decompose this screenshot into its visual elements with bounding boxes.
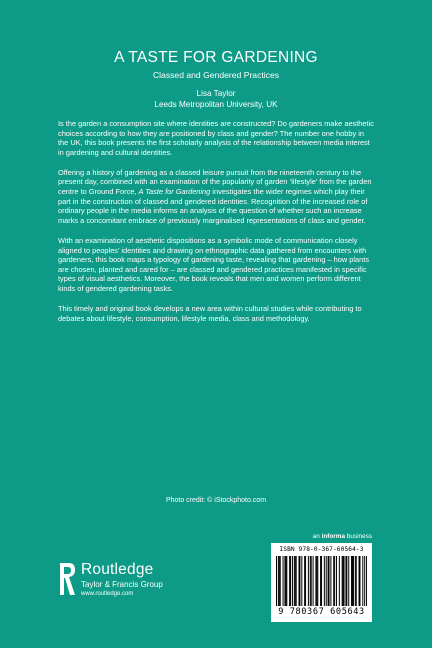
publisher-name: Routledge (81, 561, 154, 578)
blurb-text: investigates the wider regimes which play their part in the construction of classed and gendered identities. Recognition of the increased role of ordinary people in the media informs an analysis of the question of whether such an increase marks a concomitant embrace of previously marginalised representations of class and gender. (58, 187, 368, 225)
barcode-bar (304, 556, 305, 606)
routledge-r-icon (58, 561, 76, 597)
informa-prefix: an (312, 533, 322, 540)
book-title: A TASTE FOR GARDENING (114, 49, 318, 66)
barcode-bar (299, 556, 300, 606)
barcode-bar (342, 556, 343, 606)
barcode (271, 543, 372, 622)
barcode-bar (285, 556, 286, 606)
book-title-italic: A Taste for Gardening (138, 187, 211, 197)
barcode-bar (346, 556, 347, 606)
barcode-bar (359, 556, 360, 606)
barcode-bar (317, 556, 318, 606)
barcode-bar (366, 556, 367, 606)
barcode-bar (294, 556, 295, 606)
barcode-bar (329, 556, 330, 606)
barcode-bar (326, 556, 327, 606)
barcode-bar (352, 556, 353, 606)
barcode-bar (355, 556, 356, 606)
book-subtitle: Classed and Gendered Practices (152, 70, 280, 80)
barcode-digits: 9 780367 605643 (278, 607, 365, 617)
barcode-bar (301, 556, 302, 606)
barcode-bar (316, 556, 317, 606)
barcode-bar (278, 556, 279, 606)
barcode-bar (321, 556, 322, 606)
barcode-bar (362, 556, 363, 606)
barcode-bar (313, 556, 314, 606)
barcode-bar (333, 556, 334, 606)
barcode-bar (359, 556, 360, 606)
publisher-logo (58, 561, 218, 611)
barcode-bar (305, 556, 306, 606)
barcode-bar (315, 556, 316, 606)
blurb (58, 119, 374, 334)
blurb-text: This timely and original book develops a new area within cultural studies while contributing to debates about lifestyle, consumption, lifestyle media, class and methodology. (58, 304, 362, 323)
barcode-bar (310, 556, 311, 606)
barcode-bar (364, 556, 365, 606)
blurb-text: Offering a history of gardening as a classed leisure pursuit from the nineteenth century to the present day, combined with an examination of the popularity of garden ‘lifestyle’ from the garden centre to Ground Force, (58, 167, 372, 197)
author-name: Lisa Taylor (196, 89, 236, 98)
barcode-bar (296, 556, 297, 606)
blurb-text: With an examination of aesthetic dispositions as a symbolic mode of communication closely aligned to peoples’ identities and drawing on ethnographic data gathered from encounters with gardeners, this book maps a typology of gardening taste, revealing that gardening – how plants are chosen, planted and cared for – are classed and gendered practices manifested in specific types of visual aesthetics. Moreover, the book reveals that men and women perform different kinds of gendered gardening tasks. (58, 235, 370, 293)
barcode-bar (290, 556, 291, 606)
barcode-bar (344, 556, 345, 606)
barcode-bar (289, 556, 290, 606)
barcode-bar (284, 556, 285, 606)
barcode-bar (336, 556, 337, 606)
photo-credit: Photo credit: © iStockphoto.com (165, 497, 267, 504)
barcode-bar (286, 556, 287, 606)
blurb-paragraph (58, 119, 374, 157)
barcode-bar (299, 556, 300, 606)
informa-tagline (313, 533, 372, 540)
barcode-bar (324, 556, 325, 606)
publisher-url: www.routledge.com (81, 591, 134, 597)
barcode-bar (356, 556, 357, 606)
blurb-paragraph (58, 168, 374, 226)
barcode-bar (283, 556, 284, 606)
barcode-bar (353, 556, 354, 606)
isbn-label: ISBN 978-0-367-60564-3 (279, 546, 364, 553)
barcode-bars-icon (276, 556, 367, 606)
barcode-bar (345, 556, 346, 606)
barcode-bar (328, 556, 329, 606)
barcode-bar (308, 556, 309, 606)
blurb-paragraph (58, 236, 374, 294)
blurb-paragraph (58, 304, 374, 323)
informa-suffix: business (345, 533, 372, 540)
barcode-bar (334, 556, 335, 606)
barcode-bar (280, 556, 281, 606)
author-affiliation: Leeds Metropolitan University, UK (154, 100, 278, 109)
barcode-bar (279, 556, 280, 606)
barcode-bar (330, 556, 331, 606)
barcode-bar (339, 556, 340, 606)
blurb-text: Is the garden a consumption site where identities are constructed? Do gardeners make aesthetic choices according to how they are positioned by class and gender? The number one hobby in the UK, this book presents the first scholarly analysis of the relationship between media interest in gardening and cultural identities. (58, 119, 374, 157)
barcode-bar (292, 556, 293, 606)
barcode-bar (276, 556, 277, 606)
author-block (0, 88, 432, 110)
publisher-group: Taylor & Francis Group (81, 580, 163, 589)
barcode-bar (348, 556, 349, 606)
barcode-bar (320, 556, 321, 606)
barcode-bar (351, 556, 352, 606)
barcode-bar (295, 556, 296, 606)
informa-brand: informa (321, 533, 345, 540)
barcode-bar (343, 556, 344, 606)
barcode-bar (311, 556, 312, 606)
